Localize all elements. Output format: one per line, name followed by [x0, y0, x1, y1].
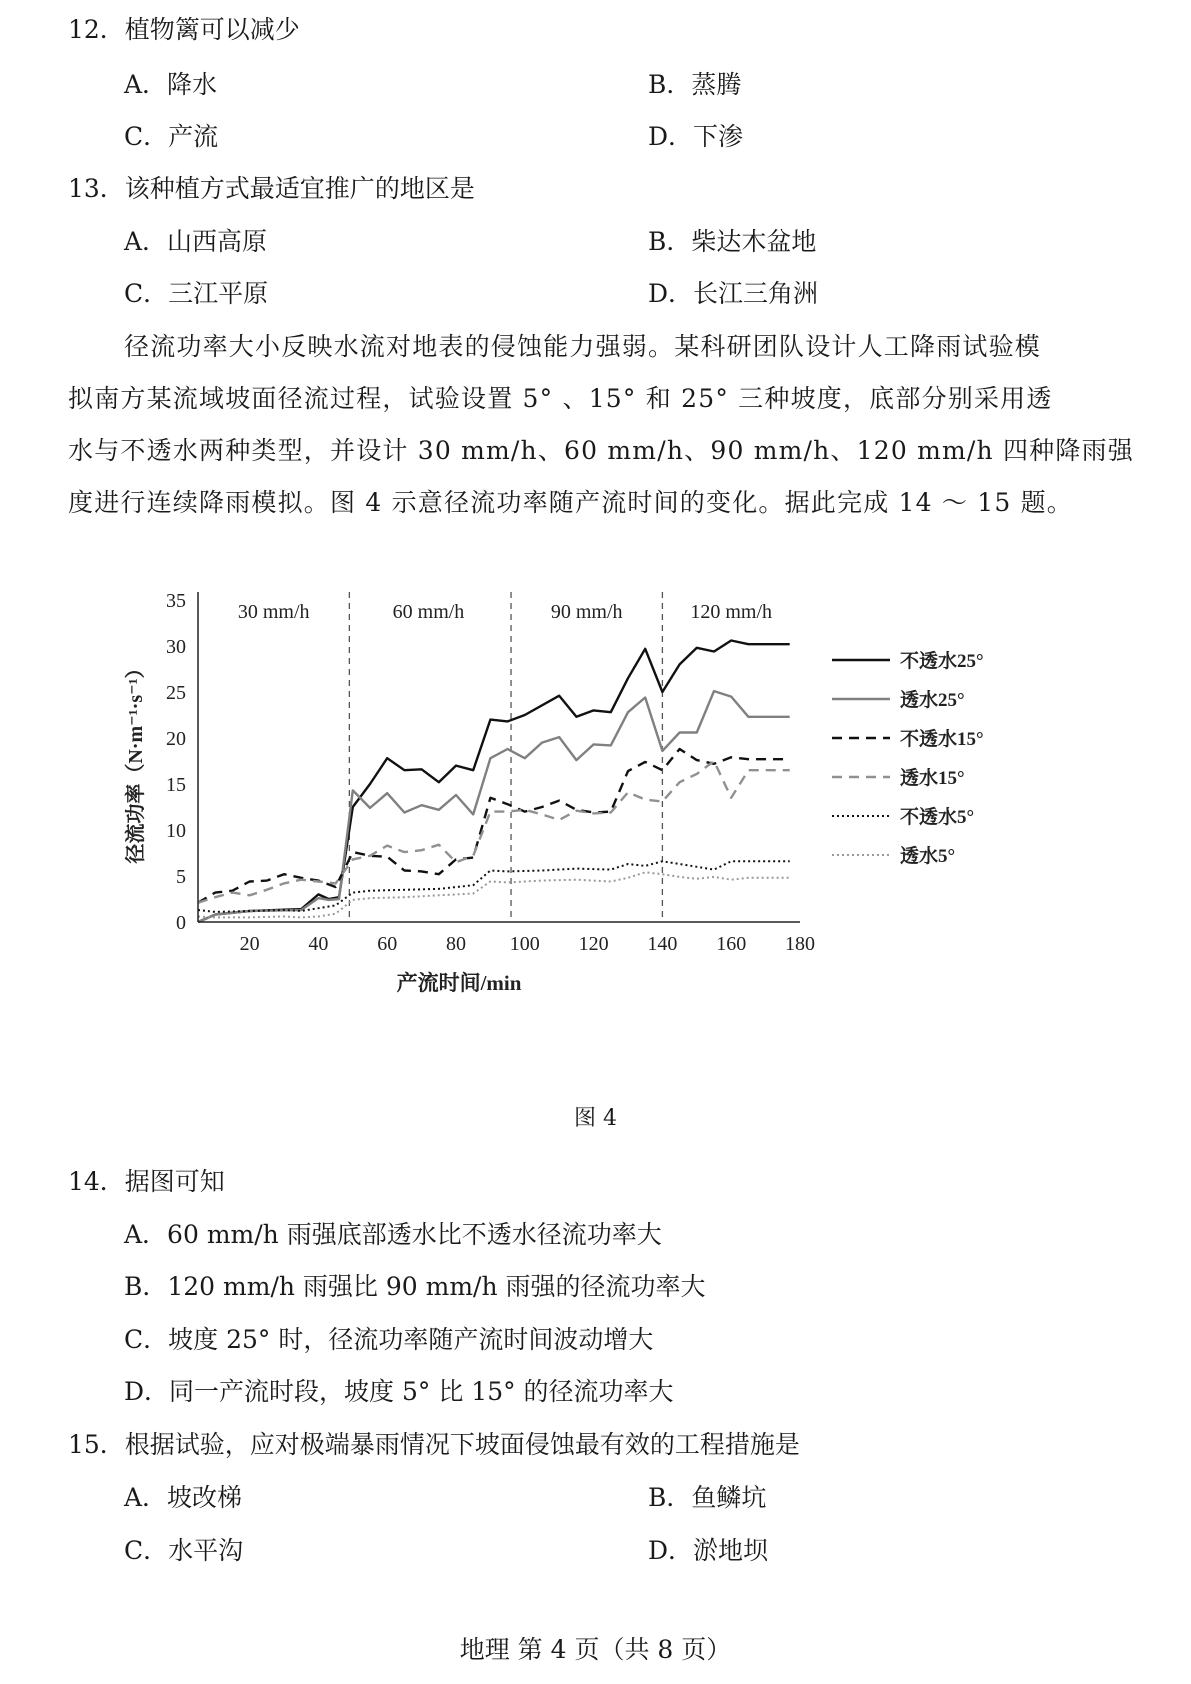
q14-option-b: B．120 mm/h 雨强比 90 mm/h 雨强的径流功率大 — [124, 1272, 706, 1301]
y-axis-label: 径流功率（N·m⁻¹·s⁻¹） — [125, 658, 147, 864]
q15-option-d: D．淤地坝 — [648, 1536, 769, 1565]
legend-label: 不透水25° — [900, 651, 984, 672]
q14-option-c: C．坡度 25° 时，径流功率随产流时间波动增大 — [124, 1325, 654, 1354]
q15-option-b: B．鱼鳞坑 — [648, 1483, 767, 1512]
legend-label: 透水15° — [900, 768, 965, 789]
passage-line-4: 度进行连续降雨模拟。图 4 示意径流功率随产流时间的变化。据此完成 14 ～ 15 题。 — [68, 488, 1074, 517]
x-tick-label: 20 — [239, 933, 260, 955]
q13-option-d: D．长江三角洲 — [648, 279, 819, 308]
q12-option-d: D．下渗 — [648, 122, 744, 151]
x-axis-label: 产流时间/min — [396, 971, 522, 995]
phase-label: 90 mm/h — [550, 601, 623, 623]
series-line — [198, 691, 790, 922]
legend-label: 透水5° — [900, 846, 956, 867]
q15-option-a: A．坡改梯 — [124, 1483, 243, 1512]
x-tick-label: 180 — [785, 933, 815, 955]
legend-label: 不透水5° — [900, 807, 975, 828]
legend-label: 透水25° — [900, 690, 965, 711]
x-tick-label: 120 — [578, 933, 609, 955]
q15-stem: 15．根据试验，应对极端暴雨情况下坡面侵蚀最有效的工程措施是 — [68, 1430, 800, 1459]
q12-stem: 12．植物篱可以减少 — [68, 15, 300, 44]
series-line — [198, 749, 790, 903]
q15-option-c: C．水平沟 — [124, 1536, 244, 1565]
y-tick-label: 20 — [166, 728, 186, 750]
passage-line-1: 径流功率大小反映水流对地表的侵蚀能力强弱。某科研团队设计人工降雨试验模 — [124, 332, 1042, 361]
q12-option-b: B．蒸腾 — [648, 70, 742, 99]
series-line — [198, 641, 790, 923]
x-tick-label: 80 — [446, 933, 466, 955]
phase-label: 120 mm/h — [690, 601, 773, 623]
passage-line-3: 水与不透水两种类型，并设计 30 mm/h、60 mm/h、90 mm/h、120 mm/h 四种降雨强 — [68, 436, 1134, 465]
y-tick-label: 35 — [166, 590, 186, 612]
q12-option-c: C．产流 — [124, 122, 219, 151]
y-tick-label: 5 — [176, 866, 186, 888]
q14-stem: 14．据图可知 — [68, 1167, 225, 1196]
x-tick-label: 160 — [716, 933, 747, 955]
runoff-power-chart — [120, 580, 1050, 1090]
y-tick-label: 30 — [166, 636, 186, 658]
y-tick-label: 10 — [166, 820, 186, 842]
phase-label: 60 mm/h — [392, 601, 465, 623]
y-tick-label: 15 — [166, 774, 186, 796]
page-footer: 地理 第 4 页（共 8 页） — [459, 1635, 732, 1664]
q13-option-a: A．山西高原 — [124, 227, 268, 256]
x-tick-label: 40 — [308, 933, 329, 955]
passage-line-2: 拟南方某流域坡面径流过程，试验设置 5° 、15° 和 25° 三种坡度，底部分别采用透 — [68, 384, 1053, 413]
q13-stem: 13．该种植方式最适宜推广的地区是 — [68, 174, 475, 203]
q13-option-b: B．柴达木盆地 — [648, 227, 817, 256]
x-tick-label: 140 — [647, 933, 678, 955]
series-line — [198, 861, 790, 912]
x-tick-label: 100 — [509, 933, 540, 955]
q13-option-c: C．三江平原 — [124, 279, 269, 308]
q14-option-d: D．同一产流时段，坡度 5° 比 15° 的径流功率大 — [124, 1377, 674, 1406]
phase-label: 30 mm/h — [237, 601, 310, 623]
y-tick-label: 25 — [166, 682, 186, 704]
q12-option-a: A．降水 — [124, 70, 218, 99]
q14-option-a: A．60 mm/h 雨强底部透水比不透水径流功率大 — [124, 1220, 662, 1249]
x-tick-label: 60 — [377, 933, 398, 955]
figure-caption: 图 4 — [574, 1106, 617, 1131]
series-line — [198, 761, 790, 903]
y-tick-label: 0 — [176, 912, 186, 934]
legend-label: 不透水15° — [900, 729, 984, 750]
